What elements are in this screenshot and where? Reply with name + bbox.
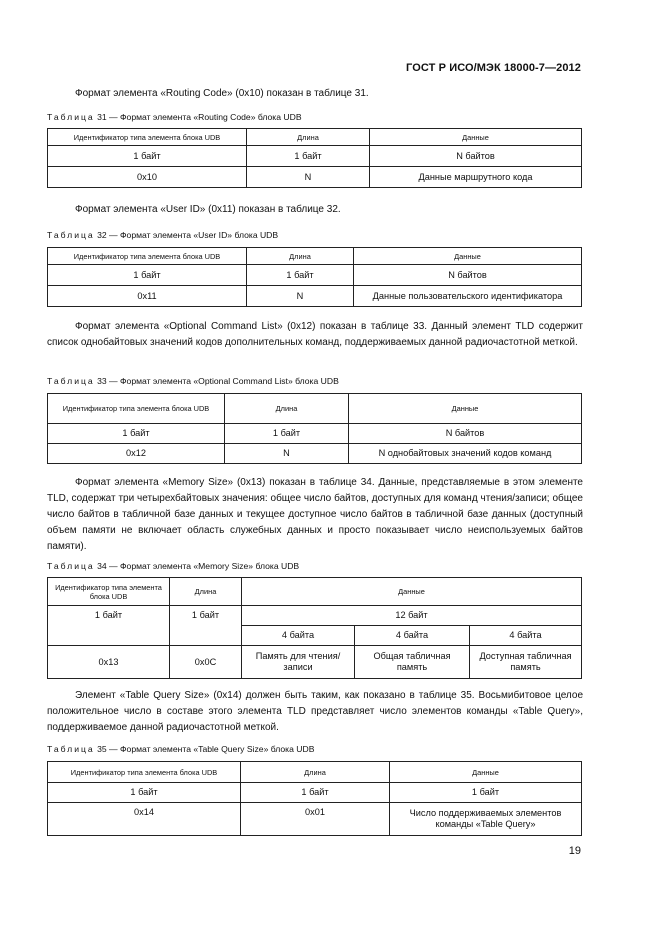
table-row xyxy=(48,646,582,679)
caption-word: Таблица xyxy=(47,561,95,571)
cell: 4 байта xyxy=(470,626,582,646)
cell: 0x13 xyxy=(48,646,170,679)
cell: Данные пользовательского идентификатора xyxy=(354,286,582,307)
caption-text: 34 — Формат элемента «Memory Size» блока UDB xyxy=(97,561,300,571)
caption-word: Таблица xyxy=(47,230,95,240)
document-id: ГОСТ Р ИСО/МЭК 18000-7—2012 xyxy=(406,62,581,74)
caption-table-32 xyxy=(47,230,278,240)
header-cell: Идентификатор типа элемента блока UDB xyxy=(48,248,247,265)
table-row xyxy=(48,265,582,286)
header-cell: Данные xyxy=(390,762,582,783)
header-cell: Длина xyxy=(247,129,370,146)
table-35 xyxy=(47,761,582,836)
table-row xyxy=(48,286,582,307)
cell: 4 байта xyxy=(355,626,470,646)
caption-text: 33 — Формат элемента «Optional Command List» блока UDB xyxy=(97,376,339,386)
cell: N xyxy=(247,167,370,188)
cell: 1 байт xyxy=(48,146,247,167)
caption-table-34 xyxy=(47,561,299,571)
caption-table-31 xyxy=(47,112,302,122)
header-cell: Данные xyxy=(242,578,582,606)
cell: 1 байт xyxy=(390,783,582,803)
table-row xyxy=(48,167,582,188)
cell: Число поддерживаемых элементов команды «Table Query» xyxy=(390,803,582,836)
caption-word: Таблица xyxy=(47,112,95,122)
cell: 0x10 xyxy=(48,167,247,188)
cell: N однобайтовых значений кодов команд xyxy=(349,444,582,464)
header-cell: Данные xyxy=(370,129,582,146)
table-row xyxy=(48,444,582,464)
cell: Общая табличная память xyxy=(355,646,470,679)
header-cell: Данные xyxy=(349,394,582,424)
page-number: 19 xyxy=(568,845,581,857)
cell: 1 байт xyxy=(48,424,225,444)
intro-table-32: Формат элемента «User ID» (0x11) показан в таблице 32. xyxy=(75,204,341,215)
table-34 xyxy=(47,577,582,679)
header-cell: Длина xyxy=(170,578,242,606)
cell: 1 байт xyxy=(225,424,349,444)
cell: Память для чтения/записи xyxy=(242,646,355,679)
table-row xyxy=(48,606,582,626)
cell: 1 байт xyxy=(247,146,370,167)
caption-word: Таблица xyxy=(47,376,95,386)
table-row xyxy=(48,803,582,836)
caption-table-33 xyxy=(47,376,339,386)
table-row xyxy=(48,424,582,444)
cell: 0x0C xyxy=(170,646,242,679)
cell: 1 байт xyxy=(247,265,354,286)
cell: N xyxy=(247,286,354,307)
caption-word: Таблица xyxy=(47,744,95,754)
table-row xyxy=(48,783,582,803)
cell: 0x14 xyxy=(48,803,241,836)
cell: 12 байт xyxy=(242,606,582,626)
cell: 1 байт xyxy=(48,783,241,803)
cell: 4 байта xyxy=(242,626,355,646)
cell: N байтов xyxy=(349,424,582,444)
caption-text: 31 — Формат элемента «Routing Code» блока UDB xyxy=(97,112,302,122)
cell: 0x12 xyxy=(48,444,225,464)
cell: N байтов xyxy=(370,146,582,167)
header-cell: Длина xyxy=(225,394,349,424)
table-32 xyxy=(47,247,582,307)
caption-text: 32 — Формат элемента «User ID» блока UDB xyxy=(97,230,279,240)
header-cell: Длина xyxy=(241,762,390,783)
header-cell: Идентификатор типа элемента блока UDB xyxy=(48,762,241,783)
cell: 1 байт xyxy=(241,783,390,803)
cell: N xyxy=(225,444,349,464)
cell: N байтов xyxy=(354,265,582,286)
cell: 1 байт xyxy=(48,606,170,646)
cell: Данные маршрутного кода xyxy=(370,167,582,188)
header-cell: Идентификатор типа элемента блока UDB xyxy=(48,129,247,146)
table-33 xyxy=(47,393,582,464)
cell: 1 байт xyxy=(48,265,247,286)
cell: Доступная табличная память xyxy=(470,646,582,679)
cell: 0x01 xyxy=(241,803,390,836)
caption-text: 35 — Формат элемента «Table Query Size» блока UDB xyxy=(97,744,315,754)
header-cell: Длина xyxy=(247,248,354,265)
intro-table-33: Формат элемента «Optional Command List» (0x12) показан в таблице 33. Данный элемент TLD содержит список однобайтовых значений кодов дополнительных команд, поддерживаемых данной радиочастотной меткой. xyxy=(47,321,583,348)
table-31 xyxy=(47,128,582,188)
header-cell: Данные xyxy=(354,248,582,265)
intro-table-31: Формат элемента «Routing Code» (0x10) показан в таблице 31. xyxy=(75,88,369,99)
cell: 0x11 xyxy=(48,286,247,307)
caption-table-35 xyxy=(47,744,314,754)
intro-table-34: Формат элемента «Memory Size» (0x13) показан в таблице 34. Данные, представляемые в этом элементе TLD, содержат три четырехбайтовых значения: общее число байтов, доступных для команд чтения/записи; общее число байтов в табличной базе данных и текущее доступное число байтов в табличной базе данных (доступный объем памяти не включает область служебных данных и просто показывает число неиспользуемых байтов памяти). xyxy=(47,477,583,552)
header-cell: Идентификатор типа элемента блока UDB xyxy=(48,394,225,424)
header-cell: Идентификатор типа элемента блока UDB xyxy=(48,578,170,606)
cell: 1 байт xyxy=(170,606,242,646)
table-row xyxy=(48,146,582,167)
intro-table-35: Элемент «Table Query Size» (0x14) должен быть таким, как показано в таблице 35. Восьмибитовое целое положительное число в составе этого элемента TLD представляет число элементов команды «Table Query», поддерживаемое данной радиочастотной меткой. xyxy=(47,690,583,733)
